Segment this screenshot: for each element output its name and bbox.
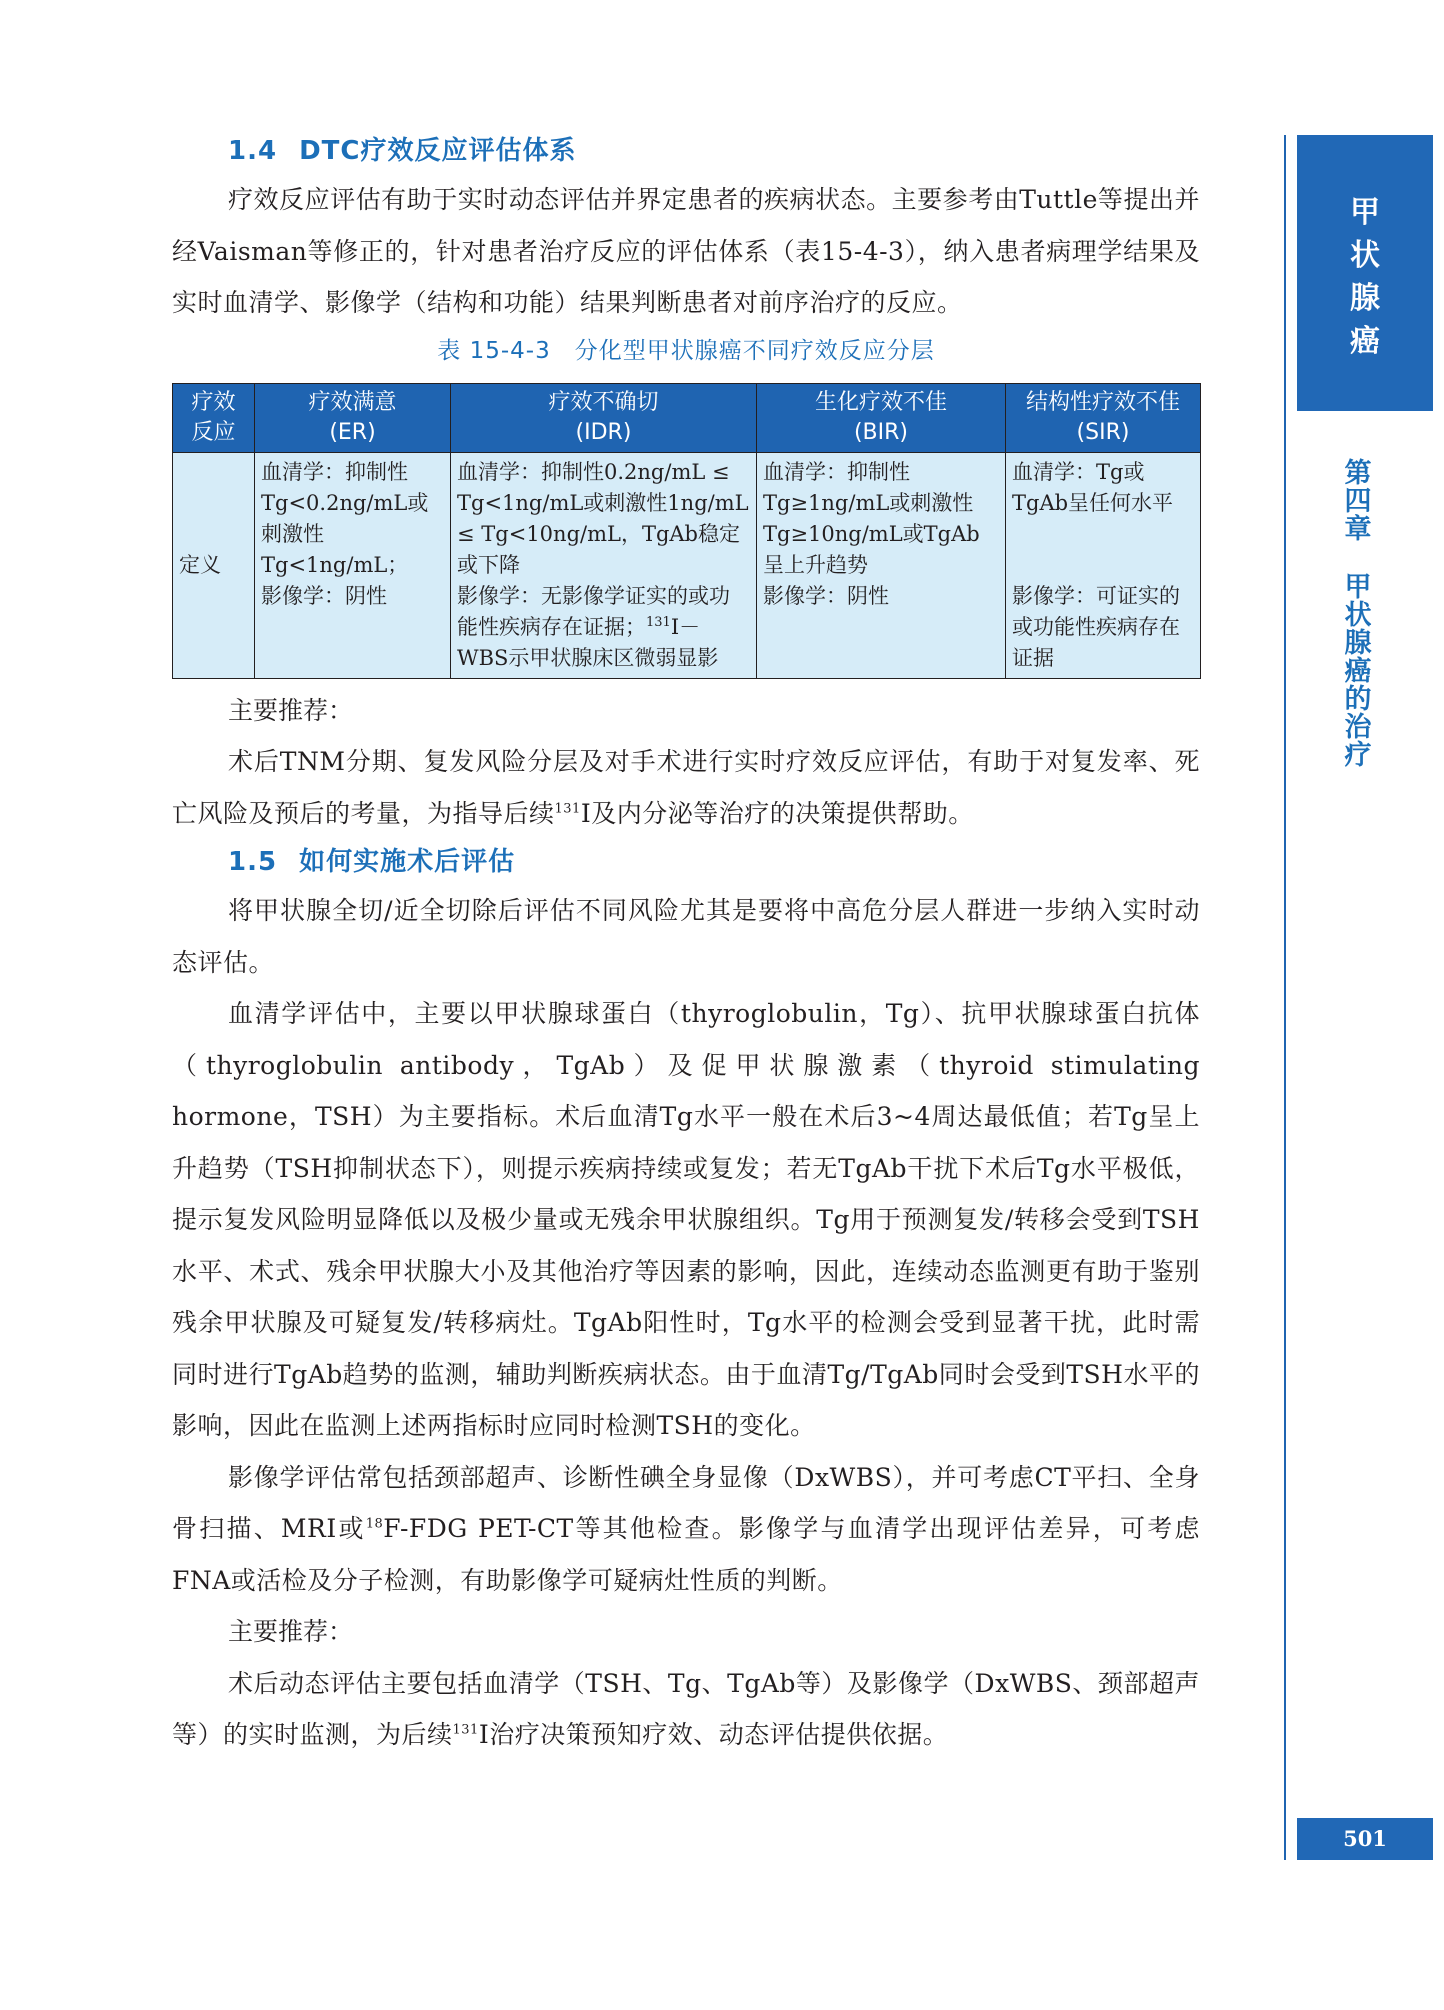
cell-imaging: 影像学：阴性 bbox=[763, 583, 889, 608]
cell-serology: 血清学：抑制性0.2ng/mL ≤ Tg<1ng/mL或刺激性1ng/mL ≤ Tg<10ng/mL，TgAb稳定或下降 bbox=[457, 459, 749, 577]
recommendation-label: 主要推荐： bbox=[228, 695, 354, 725]
section-heading-1-5 bbox=[172, 839, 1200, 885]
chapter-tab bbox=[1297, 135, 1433, 411]
tab-char: 甲 bbox=[1350, 195, 1380, 230]
cell-sir bbox=[1006, 452, 1201, 678]
recommendation-label: 主要推荐： bbox=[228, 1617, 354, 1646]
section-number: 1.4 bbox=[228, 136, 278, 166]
cell-imaging: 影像学：阴性 bbox=[261, 583, 387, 608]
page-content bbox=[172, 128, 1200, 1761]
cell-er bbox=[255, 452, 451, 678]
tab-char: 癌 bbox=[1350, 324, 1380, 359]
chapter-title: 甲状腺癌的治疗 bbox=[1344, 572, 1372, 771]
header-response: 疗效 反应 bbox=[173, 383, 255, 452]
recommendation-text: 术后动态评估主要包括血清学（TSH、Tg、TgAb等）及影像学（DxWBS、颈部超声等）的实时监测，为后续$^{131}$I治疗决策预知疗效、动态评估提供依据。 bbox=[172, 1668, 1200, 1749]
cell-bir bbox=[757, 452, 1006, 678]
recommendation-text: 术后TNM分期、复发风险分层及对手术进行实时疗效反应评估，有助于对复发率、死亡风险及预后的考量，为指导后续$^{131}$I及内分泌等治疗的决策提供帮助。 bbox=[172, 747, 1200, 828]
section-number: 1.5 bbox=[228, 847, 278, 877]
section-heading-1-4 bbox=[172, 128, 1200, 174]
tab-char: 状 bbox=[1350, 238, 1380, 273]
header-idr: 疗效不确切 (IDR) bbox=[451, 383, 757, 452]
table-row bbox=[173, 452, 1201, 678]
margin-rule bbox=[1284, 135, 1286, 1860]
table-caption: 表 15-4-3 分化型甲状腺癌不同疗效反应分层 bbox=[437, 337, 935, 364]
table-header-row bbox=[173, 383, 1201, 452]
paragraph-response-intro: 疗效反应评估有助于实时动态评估并界定患者的疾病状态。主要参考由Tuttle等提出并经Vaisman等修正的，针对患者治疗反应的评估体系（表15-4-3），纳入患者病理学结果及实时血清学、影像学（结构和功能）结果判断患者对前序治疗的反应。 bbox=[172, 185, 1200, 317]
section-title: DTC疗效反应评估体系 bbox=[299, 136, 577, 166]
cell-idr bbox=[451, 452, 757, 678]
cell-imaging: 影像学：无影像学证实的或功能性疾病存在证据；$^{131}$I－WBS示甲状腺床区微弱显影 bbox=[457, 583, 730, 670]
section-title: 如何实施术后评估 bbox=[299, 847, 516, 877]
row-label-definition: 定义 bbox=[173, 452, 255, 678]
paragraph-serology: 血清学评估中，主要以甲状腺球蛋白（thyroglobulin，Tg）、抗甲状腺球蛋白抗体（thyroglobulin antibody，TgAb）及促甲状腺激素（thyroid stimulating hormone，TSH）为主要指标。术后血清Tg水平一般在术后3~4周达最低值；若Tg呈上升趋势（TSH抑制状态下），则提示疾病持续或复发；若无TgAb干扰下术后Tg水平极低，提示复发风险明显降低以及极少量或无残余甲状腺组织。Tg用于预测复发/转移会受到TSH水平、术式、残余甲状腺大小及其他治疗等因素的影响，因此，连续动态监测更有助于鉴别残余甲状腺及可疑复发/转移病灶。TgAb阳性时，Tg水平的检测会受到显著干扰，此时需同时进行TgAb趋势的监测，辅助判断疾病状态。由于血清Tg/TgAb同时会受到TSH水平的影响，因此在监测上述两指标时应同时检测TSH的变化。 bbox=[172, 999, 1200, 1440]
header-bir: 生化疗效不佳 (BIR) bbox=[757, 383, 1006, 452]
cell-serology: 血清学：抑制性Tg≥1ng/mL或刺激性Tg≥10ng/mL或TgAb呈上升趋势 bbox=[763, 459, 980, 577]
paragraph-1: 将甲状腺全切/近全切除后评估不同风险尤其是要将中高危分层人群进一步纳入实时动态评估。 bbox=[172, 896, 1200, 977]
header-sir: 结构性疗效不佳 (SIR) bbox=[1006, 383, 1201, 452]
paragraph-imaging: 影像学评估常包括颈部超声、诊断性碘全身显像（DxWBS），并可考虑CT平扫、全身骨扫描、MRI或$^{18}$F-FDG PET-CT等其他检查。影像学与血清学出现评估差异，可考虑FNA或活检及分子检测，有助影像学可疑病灶性质的判断。 bbox=[172, 1462, 1200, 1595]
tab-char: 腺 bbox=[1350, 281, 1380, 316]
page-number: 501 bbox=[1297, 1818, 1433, 1860]
response-stratification-table bbox=[172, 383, 1201, 679]
cell-imaging: 影像学：可证实的或功能性疾病存在证据 bbox=[1012, 583, 1180, 670]
cell-serology: 血清学：Tg或TgAb呈任何水平 bbox=[1012, 459, 1174, 515]
header-er: 疗效满意 (ER) bbox=[255, 383, 451, 452]
chapter-head: 第四章 bbox=[1344, 458, 1372, 545]
chapter-label bbox=[1338, 460, 1378, 770]
cell-serology: 血清学：抑制性Tg<0.2ng/mL或刺激性Tg<1ng/mL； bbox=[261, 459, 429, 577]
